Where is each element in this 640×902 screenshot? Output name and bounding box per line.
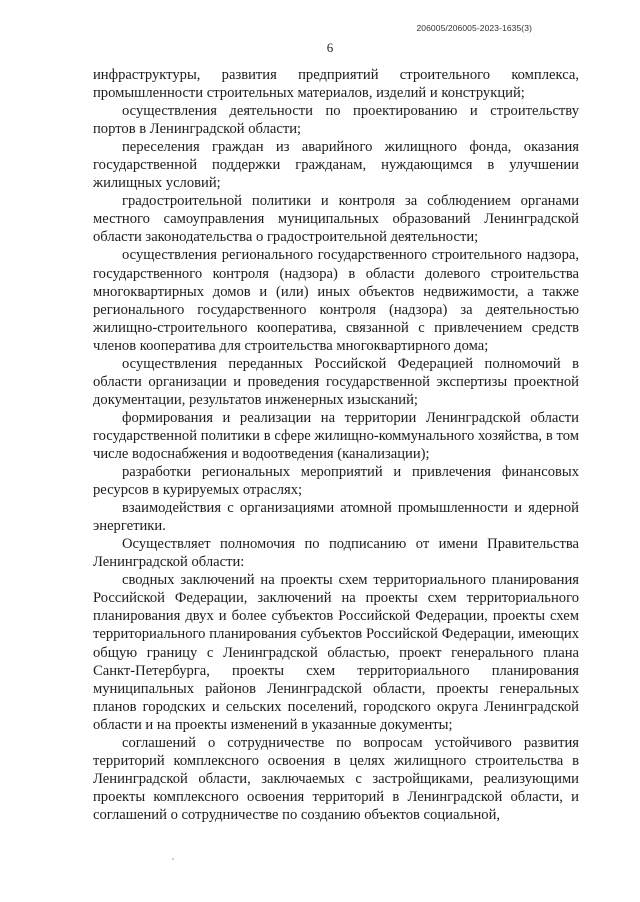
paragraph-state-expertise: осуществления переданных Российской Федерацией полномочий в области организации и проведения государственной экспертизы проектной документации, результатов инженерных изысканий;: [93, 355, 579, 408]
paragraph-cooperation-agreements: соглашений о сотрудничестве по вопросам устойчивого развития территорий комплексного освоения в целях жилищного строительства в Ленинградской области, заключаемых с застройщиками, реализующими проекты комплексного освоения территорий в Ленинградской области, и соглашений о сотрудничестве по созданию объектов социальной,: [93, 734, 579, 823]
paragraph-signing-powers: Осуществляет полномочия по подписанию от имени Правительства Ленинградской области:: [93, 536, 579, 571]
paragraph-nuclear-interaction: взаимодействия с организациями атомной промышленности и ядерной энергетики.: [93, 500, 579, 535]
paragraph-housing-utilities: формирования и реализации на территории Ленинградской области государственной политики в сфере жилищно-коммунального хозяйства, в том числе водоснабжения и водоотведения (канализации);: [93, 409, 579, 462]
page-number: 6: [326, 40, 334, 55]
paragraph-resettlement: переселения граждан из аварийного жилищного фонда, оказания государственной поддержки гражданам, нуждающимся в улучшении жилищных условий;: [93, 139, 579, 192]
paragraph-infrastructure-continuation: инфраструктуры, развития предприятий строительного комплекса, промышленности строительных материалов, изделий и конструкций;: [93, 67, 579, 102]
document-body: [93, 66, 579, 824]
paragraph-regional-measures: разработки региональных мероприятий и привлечения финансовых ресурсов в курируемых отраслях;: [93, 464, 579, 499]
paragraph-urban-planning-policy: градостроительной политики и контроля за соблюдением органами местного самоуправления муниципальных образований Ленинградской области законодательства о градостроительной деятельности;: [93, 193, 579, 246]
paragraph-construction-supervision: осуществления регионального государственного строительного надзора, государственного контроля (надзора) в области долевого строительства многоквартирных домов и (или) иных объектов недвижимости, а также регионального государственного контроля (надзора) за деятельностью жилищно-строительного кооператива, связанной с привлечением средств членов кооператива для строительства многоквартирного дома;: [93, 247, 579, 354]
scan-speck: [172, 858, 174, 860]
document-id: 206005/206005-2023-1635(3): [416, 23, 532, 33]
paragraph-ports-design: осуществления деятельности по проектированию и строительству портов в Ленинградской области;: [93, 103, 579, 138]
paragraph-territorial-planning-conclusions: сводных заключений на проекты схем территориального планирования Российской Федерации, заключений на проекты схем территориального планирования двух и более субъектов Российской Федерации, проекты схем территориального планирования субъектов Российской Федерации, имеющих общую границу с Ленинградской областью, проект генерального плана Санкт-Петербурга, проекты схем территориального планирования муниципальных районов Ленинградской области, проекты генеральных планов городских и сельских поселений, городского округа Ленинградской области и на проекты изменений в указанные документы;: [93, 572, 579, 733]
